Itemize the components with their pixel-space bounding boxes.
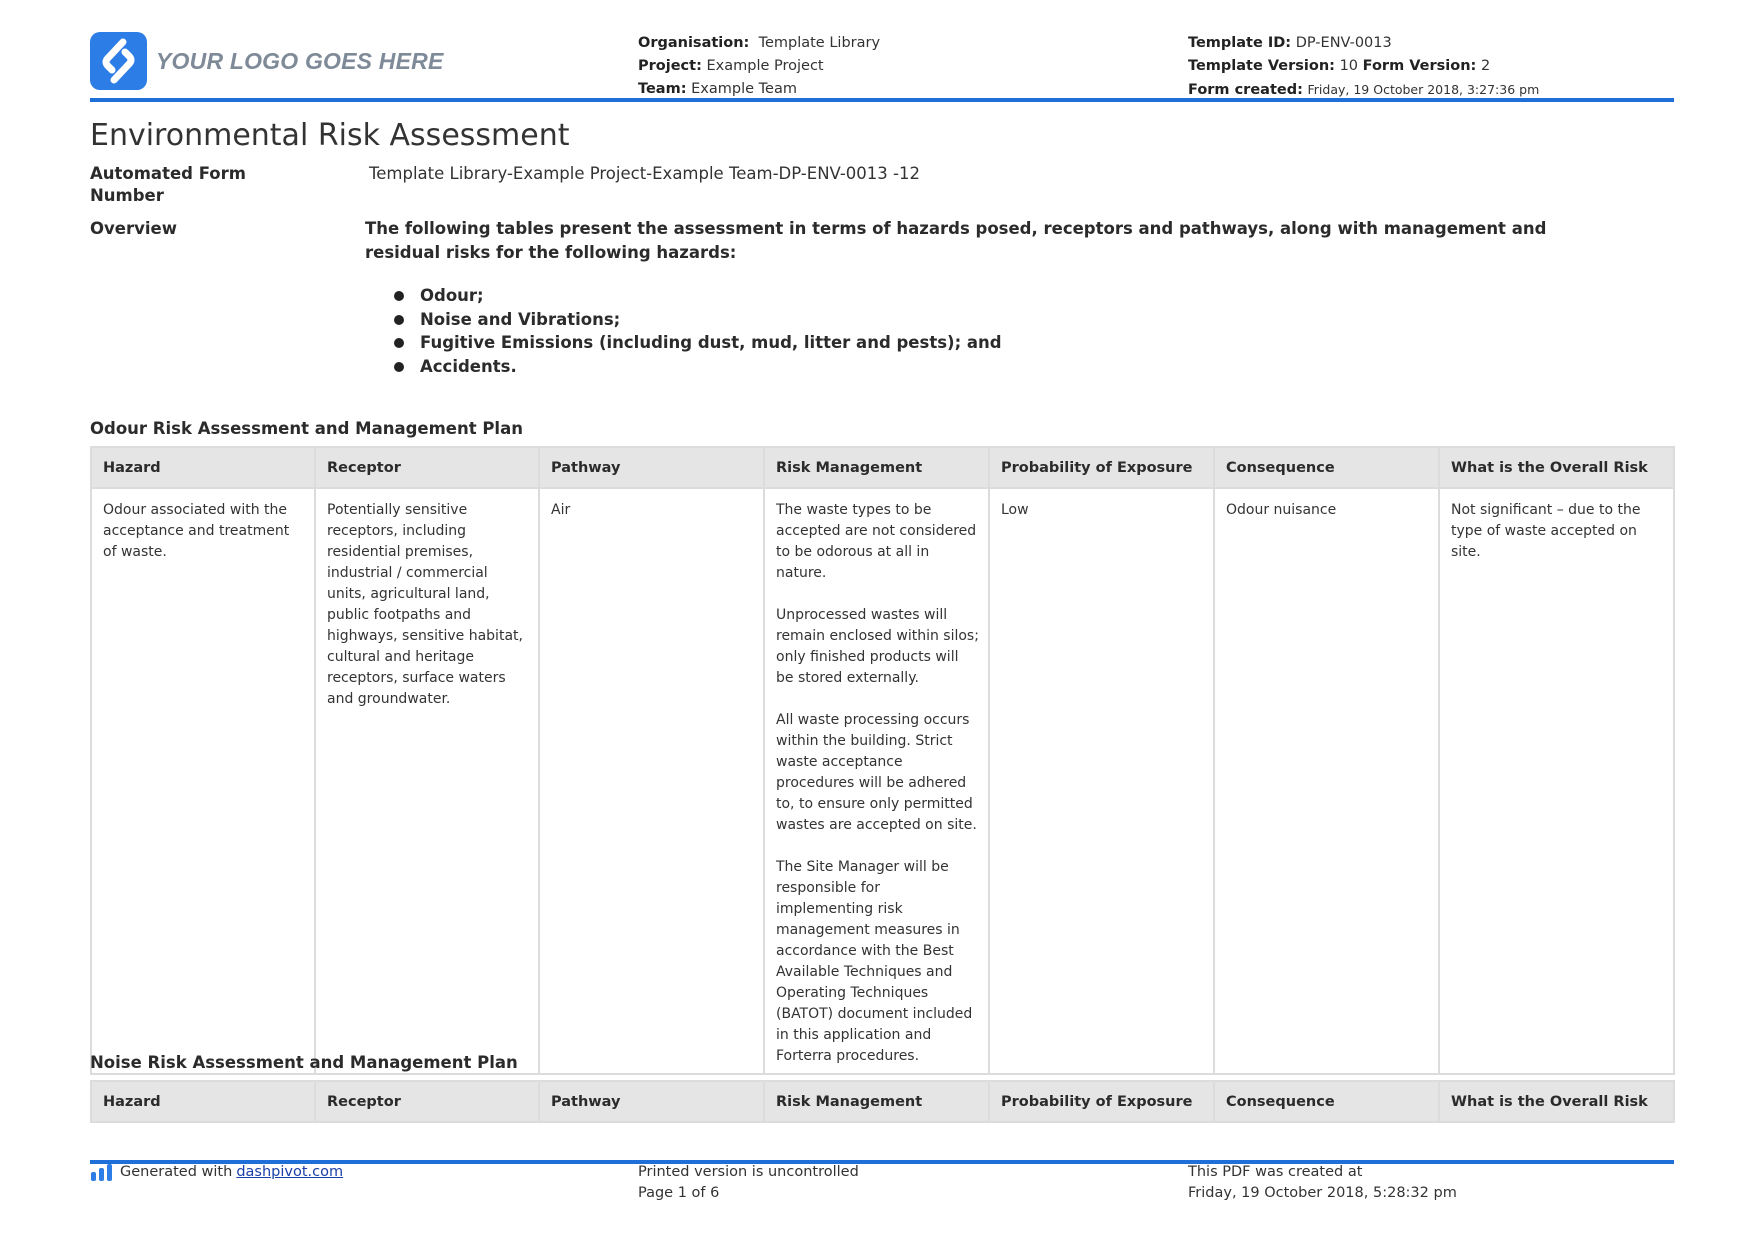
hazard-cell: Odour associated with the acceptance and treatment of waste. [91, 488, 315, 1074]
receptor-cell: Potentially sensitive receptors, including residential premises, industrial / commercial units, agricultural land, public footpaths and highways, sensitive habitat, cultural and heritage receptors, surface waters and groundwater. [315, 488, 539, 1074]
column-header-probability: Probability of Exposure [989, 447, 1214, 488]
column-header-overall-risk: What is the Overall Risk [1439, 1081, 1674, 1122]
organisation-label: Organisation: [638, 35, 750, 51]
overview-text: The following tables present the assessment in terms of hazards posed, receptors and pathways, along with management and residual risks for the following hazards: [365, 219, 1547, 262]
pdf-created-value: Friday, 19 October 2018, 5:28:32 pm [1188, 1185, 1457, 1201]
bullet-icon [394, 291, 404, 301]
template-version-label: Template Version: [1188, 58, 1335, 74]
column-header-risk-management: Risk Management [764, 447, 989, 488]
column-header-pathway: Pathway [539, 1081, 764, 1122]
odour-risk-table [90, 446, 1675, 1075]
company-logo [90, 32, 444, 90]
template-id-label: Template ID: [1188, 35, 1292, 51]
form-number-label [90, 163, 246, 207]
noise-section-title: Noise Risk Assessment and Management Plan [90, 1053, 518, 1072]
form-number-value: Template Library-Example Project-Example Team-DP-ENV-0013 -12 [369, 164, 920, 183]
consequence-cell: Odour nuisance [1214, 488, 1439, 1074]
footer-print-info [638, 1162, 859, 1204]
list-item: Odour; [420, 284, 1002, 308]
template-id-value: DP-ENV-0013 [1295, 35, 1392, 51]
list-item: Fugitive Emissions (including dust, mud, litter and pests); and [420, 331, 1002, 355]
overview-label: Overview [90, 219, 177, 238]
logo-icon [90, 32, 147, 90]
hazard-list [420, 284, 1002, 378]
column-header-hazard: Hazard [91, 447, 315, 488]
noise-risk-table [90, 1080, 1675, 1123]
header-divider [90, 98, 1674, 102]
table-header-row [91, 447, 1674, 488]
risk-management-cell: The waste types to be accepted are not considered to be odorous at all in nature. Unprocessed wastes will remain enclosed within silos; only finished products will be stored externally. All waste processing occurs within the building. Strict waste acceptance procedures will be adhered to, to ensure only permitted wastes are accepted on site. The Site Manager will be responsible for implementing risk management measures in accordance with the Best Available Techniques and Operating Techniques (BATOT) document included in this application and Forterra procedures. [764, 488, 989, 1074]
column-header-consequence: Consequence [1214, 447, 1439, 488]
bullet-icon [394, 338, 404, 348]
footer-pdf-info [1188, 1162, 1457, 1204]
organisation-value: Template Library [758, 35, 881, 51]
list-item: Accidents. [420, 355, 1002, 379]
team-label: Team: [638, 81, 687, 97]
pathway-cell: Air [539, 488, 764, 1074]
header-template-info [1188, 32, 1539, 102]
column-header-hazard: Hazard [91, 1081, 315, 1122]
overall-risk-cell: Not significant – due to the type of waste accepted on site. [1439, 488, 1674, 1074]
column-header-pathway: Pathway [539, 447, 764, 488]
bullet-icon [394, 315, 404, 325]
table-header-row [91, 1081, 1674, 1122]
bullet-icon [394, 362, 404, 372]
uncontrolled-notice: Printed version is uncontrolled [638, 1164, 859, 1180]
form-number-label-line-1: Automated Form [90, 164, 246, 183]
odour-section-title: Odour Risk Assessment and Management Plan [90, 419, 523, 438]
form-number-label-line-2: Number [90, 186, 164, 205]
column-header-overall-risk: What is the Overall Risk [1439, 447, 1674, 488]
page-number: Page 1 of 6 [638, 1185, 720, 1201]
column-header-receptor: Receptor [315, 447, 539, 488]
form-version-value: 2 [1480, 58, 1491, 74]
project-label: Project: [638, 58, 702, 74]
table-row [91, 488, 1674, 1074]
dashpivot-link[interactable]: dashpivot.com [236, 1164, 344, 1180]
column-header-consequence: Consequence [1214, 1081, 1439, 1122]
team-value: Example Team [691, 81, 797, 97]
column-header-probability: Probability of Exposure [989, 1081, 1214, 1122]
probability-cell: Low [989, 488, 1214, 1074]
footer-generated [90, 1162, 343, 1182]
list-item: Noise and Vibrations; [420, 308, 1002, 332]
form-created-value: Friday, 19 October 2018, 3:27:36 pm [1307, 82, 1540, 97]
form-created-label: Form created: [1188, 82, 1303, 98]
project-value: Example Project [706, 58, 824, 74]
form-version-label: Form Version: [1362, 58, 1477, 74]
header-project-info [638, 32, 880, 101]
dashpivot-icon [90, 1162, 114, 1182]
generated-with-text: Generated with [120, 1164, 233, 1180]
column-header-risk-management: Risk Management [764, 1081, 989, 1122]
page-title: Environmental Risk Assessment [90, 118, 570, 153]
page-header [90, 32, 1674, 102]
logo-text: YOUR LOGO GOES HERE [156, 47, 444, 74]
pdf-created-label: This PDF was created at [1188, 1164, 1363, 1180]
template-version-value: 10 [1339, 58, 1359, 74]
column-header-receptor: Receptor [315, 1081, 539, 1122]
